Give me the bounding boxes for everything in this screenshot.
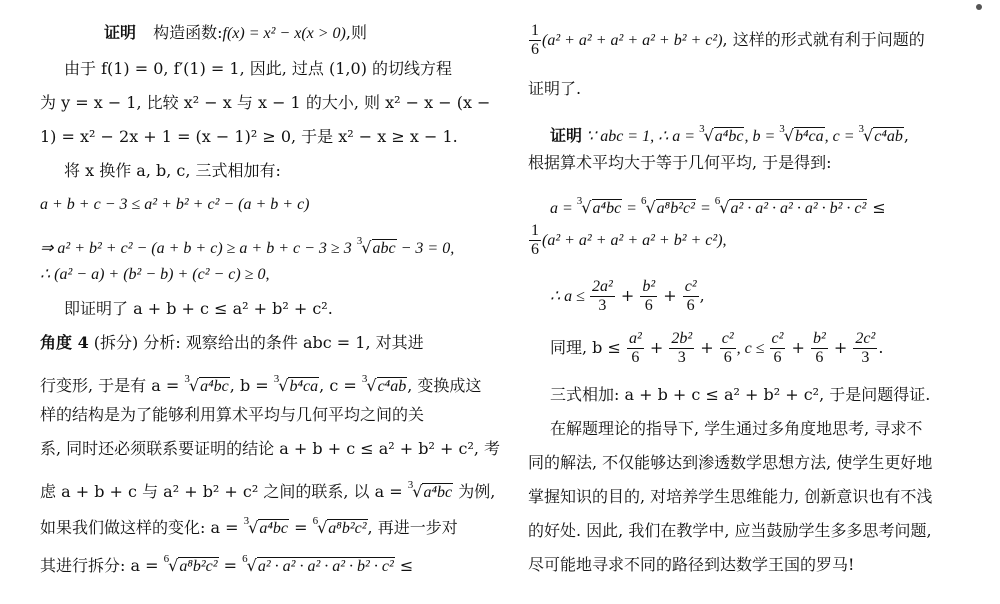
text-line-r12: 掌握知识的目的, 对培养学生思维能力, 创新意识也有不浅 bbox=[528, 487, 933, 506]
fraction-one-sixth: $\frac{1}{6}$ bbox=[531, 22, 539, 58]
math-line-r5: a = $^3$√a⁴bc = $^6$√a⁸b²c² = $^6$√a² · a² · a² · a² · b² · c² ≤ bbox=[550, 195, 886, 217]
text-line-r10: 在解题理论的指导下, 学生通过多角度地思考, 寻求不 bbox=[550, 419, 923, 438]
math-line-r6: $\frac{1}{6}$ (a² + a² + a² + a² + b² + c²), bbox=[531, 222, 727, 258]
angle-4-line: 角度 4 (拆分) 分析: 观察给出的条件 abc = 1, 对其进 bbox=[40, 333, 424, 352]
text-line-15: 如果我们做这样的变化: a = $^3$√a⁴bc = $^6$√a⁸b²c², 再进一步对 bbox=[40, 515, 458, 537]
text-line-12: 样的结构是为了能够利用算术平均与几何平均之间的关 bbox=[40, 405, 425, 424]
math-line-r8: 同理, b ≤ $\frac{\text{a²}}{6}$ + $\frac{\text{2b²}}{3}$ + $\frac{\text{c²}}{6}$ , c ≤ $\frac{\text{c²}}{6}$ + $\frac{\text{b²}}{6}$ + $\frac{\text{2c²}}{3}$ . bbox=[550, 330, 884, 366]
text-line-r14: 尽可能地寻求不同的路径到达数学王国的罗马! bbox=[528, 555, 855, 574]
proof-label: 证明 bbox=[550, 126, 583, 145]
fraction-one-sixth: $\frac{1}{6}$ bbox=[531, 222, 539, 258]
proof-line-1: 证明 构造函数:f(x) = x² − x(x > 0),则 bbox=[104, 23, 367, 42]
text-line-3: 为 y = x − 1, 比较 x² − x 与 x − 1 的大小, 则 x² − x − (x − bbox=[40, 93, 491, 112]
text-line-13: 系, 同时还必须联系要证明的结论 a + b + c ≤ a² + b² + c², 考 bbox=[40, 439, 501, 458]
math-line-r1: $\frac{1}{6}$ (a² + a² + a² + a² + b² + c²), 这样的形式就有利于问题的 bbox=[531, 22, 925, 58]
math-line-8: ∴ (a² − a) + (b² − b) + (c² − c) ≥ 0, bbox=[40, 266, 270, 283]
text-line-16: 其进行拆分: a = $^6$√a⁸b²c² = $^6$√a² · a² · a² · a² · b² · c² ≤ bbox=[40, 553, 414, 575]
text-line-5: 将 x 换作 a, b, c, 三式相加有: bbox=[64, 161, 281, 180]
math-line-7: ⇒ a² + b² + c² − (a + b + c) ≥ a + b + c − 3 ≥ 3 $^3$√abc − 3 = 0, bbox=[40, 235, 455, 257]
text-line-r9: 三式相加: a + b + c ≤ a² + b² + c², 于是问题得证. bbox=[550, 385, 931, 404]
text-line-11: 行变形, 于是有 a = $^3$√a⁴bc, b = $^3$√b⁴ca, c = $^3$√c⁴ab, 变换成这 bbox=[40, 373, 482, 395]
math-line-r7: ∴ a ≤ $\frac{\text{2a²}}{3}$ + $\frac{\text{b²}}{6}$ + $\frac{\text{c²}}{6}$ , bbox=[550, 278, 705, 314]
text-line-4: 1) = x² − 2x + 1 = (x − 1)² ≥ 0, 于是 x² − x ≥ x − 1. bbox=[40, 127, 458, 146]
text-line-14: 虑 a + b + c 与 a² + b² + c² 之间的联系, 以 a = $^3$√a⁴bc 为例, bbox=[40, 479, 496, 501]
text-line-2: 由于 f(1) = 0, f′(1) = 1, 因此, 过点 (1,0) 的切线方程 bbox=[64, 59, 453, 78]
text-line-9: 即证明了 a + b + c ≤ a² + b² + c². bbox=[64, 299, 333, 318]
text-line-r13: 的好处. 因此, 我们在教学中, 应当鼓励学生多多思考问题, bbox=[528, 521, 932, 540]
text-line-r2: 证明了. bbox=[528, 79, 582, 98]
math-line-6: a + b + c − 3 ≤ a² + b² + c² − (a + b + c) bbox=[40, 196, 310, 213]
corner-dot-icon bbox=[976, 4, 982, 10]
proof-line-r3: 证明 ∵ abc = 1, ∴ a = $^3$√a⁴bc, b = $^3$√b⁴ca, c = $^3$√c⁴ab, bbox=[550, 123, 909, 145]
angle-label: 角度 4 bbox=[40, 333, 89, 352]
proof-label: 证明 bbox=[104, 23, 137, 42]
text-line-r11: 同的解法, 不仅能够达到渗透数学思想方法, 使学生更好地 bbox=[528, 453, 933, 472]
text-line-r4: 根据算术平均大于等于几何平均, 于是得到: bbox=[528, 153, 832, 172]
